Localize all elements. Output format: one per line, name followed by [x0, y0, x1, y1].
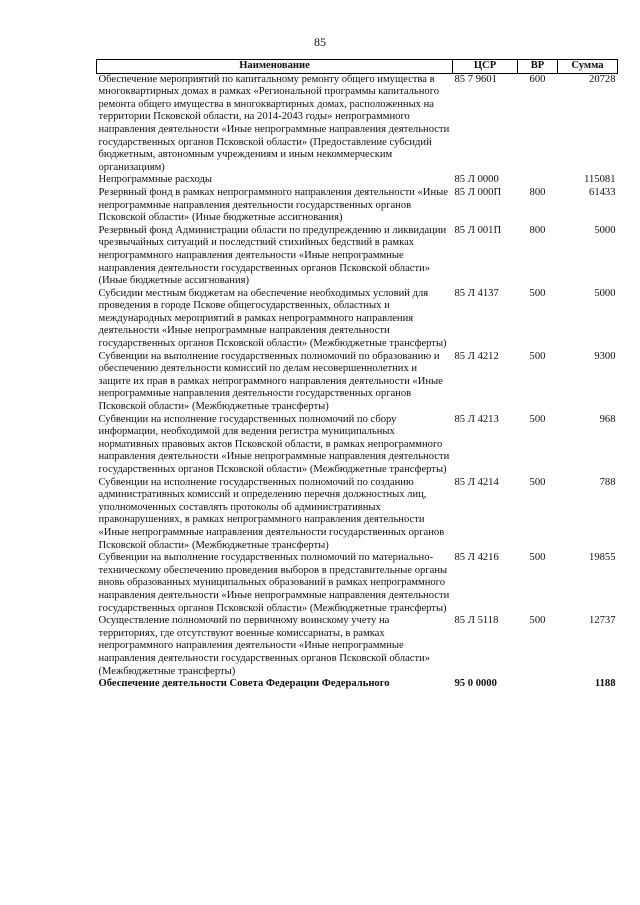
table-row — [97, 174, 618, 187]
row-sum: 61433 — [589, 186, 616, 198]
table-row — [97, 351, 618, 414]
row-name: Осуществление полномочий по первичному воинскому учету на территориях, где отсутствуют военные комиссариаты, в рамках непрограммного направления деятельности «Иные непрограммные направления деятельности государственных органов Псковской области» (Межбюджетные трансферты) — [98, 615, 431, 677]
row-vr: 800 — [529, 186, 546, 198]
row-csr: 85 Л 4214 — [454, 476, 499, 488]
header-csr: ЦСР — [453, 60, 518, 74]
table-row — [97, 288, 618, 351]
row-vr: 800 — [529, 224, 546, 236]
row-name: Субсидии местным бюджетам на обеспечение необходимых условий для проведения в городе Пскове общегосударственных, областных и международных мероприятий в рамках непрограммного направления деятельности «Иные непрограммные направления деятельности государственных органов Псковской области» (Межбюджетные трансферты) — [98, 287, 447, 350]
row-name: Субвенции на исполнение государственных полномочий по созданию административных комиссий и определению перечня должностных лиц, уполномоченных составлять протоколы об административных правонарушениях, в рамках непрограммного направления деятельности «Иные непрограммные направления деятельности государственных органов Псковской области» (Межбюджетные трансферты) — [98, 476, 445, 551]
row-csr: 85 Л 0000 — [454, 174, 499, 186]
row-name: Обеспечение деятельности Совета Федерации Федерального — [98, 678, 390, 690]
row-sum: 5000 — [594, 224, 616, 236]
row-csr: 85 Л 001П — [454, 224, 502, 236]
table-row — [97, 225, 618, 288]
row-sum: 788 — [599, 476, 616, 488]
table-row — [97, 678, 618, 691]
budget-table — [96, 59, 618, 691]
row-vr: 500 — [529, 552, 546, 564]
row-csr: 85 Л 5118 — [454, 615, 499, 627]
row-vr: 500 — [529, 413, 546, 425]
row-csr: 85 Л 4212 — [454, 350, 499, 362]
row-name: Резервный фонд в рамках непрограммного направления деятельности «Иные непрограммные направления деятельности государственных органов Псковской области» (Иные бюджетные ассигнования) — [98, 186, 448, 224]
row-name: Субвенции на выполнение государственных полномочий по материально-техническому обеспечению проведения выборов в представительные органы вновь образованных муниципальных образований в рамках непрограммного направления деятельности «Иные непрограммные направления деятельности государственных органов Псковской области» (Межбюджетные трансферты) — [98, 552, 450, 614]
row-sum: 968 — [599, 413, 616, 425]
row-vr: 500 — [529, 287, 546, 299]
header-sum: Сумма — [558, 60, 618, 74]
header-vr: ВР — [518, 60, 558, 74]
row-name: Обеспечение мероприятий по капитальному ремонту общего имущества в многоквартирных домах в рамках «Региональной программы капитального ремонта общего имущества в многоквартирных домах, расположенных на территории Псковской области, на 2014-2043 годы» непрограммного направления деятельности «Иные непрограммные направления деятельности государственных органов Псковской области» (Предоставление субсидий бюджетным, автономным учреждениям и иным некоммерческим организациям) — [98, 73, 450, 173]
row-name: Непрограммные расходы — [98, 174, 212, 186]
row-sum: 115081 — [584, 174, 616, 186]
page-number: 85 — [314, 35, 326, 49]
table-row — [97, 187, 618, 225]
row-csr: 85 Л 4216 — [454, 552, 499, 564]
row-vr: 500 — [529, 476, 546, 488]
row-csr: 85 Л 000П — [454, 186, 502, 198]
row-csr: 85 Л 4137 — [454, 287, 499, 299]
table-header-row — [97, 60, 618, 74]
row-csr: 85 7 9601 — [454, 73, 497, 85]
table-row — [97, 615, 618, 678]
row-vr — [518, 174, 558, 187]
row-csr: 85 Л 4213 — [454, 413, 499, 425]
row-vr: 500 — [529, 350, 546, 362]
row-sum: 12737 — [589, 615, 616, 627]
row-sum: 20728 — [589, 73, 616, 85]
table-row — [97, 477, 618, 553]
row-sum: 9300 — [594, 350, 616, 362]
row-name: Резервный фонд Администрации области по предупреждению и ликвидации чрезвычайных ситуаций и последствий стихийных бедствий в рамках непрограммного направления деятельности «Иные непрограммные направления деятельности государственных органов Псковской области» (Иные бюджетные ассигнования) — [98, 224, 447, 287]
row-sum: 19855 — [589, 552, 616, 564]
row-sum: 1188 — [594, 678, 616, 690]
row-vr: 600 — [529, 73, 546, 85]
row-vr — [518, 678, 558, 691]
row-sum: 5000 — [594, 287, 616, 299]
row-vr: 500 — [529, 615, 546, 627]
header-name: Наименование — [97, 60, 453, 74]
table-row — [97, 552, 618, 615]
table-row — [97, 414, 618, 477]
row-name: Субвенции на исполнение государственных полномочий по сбору информации, необходимой для ведения регистра муниципальных нормативных правовых актов Псковской области, в рамках непрограммного направления деятельности «Иные непрограммные направления деятельности государственных органов Псковской области» (Межбюджетные трансферты) — [98, 413, 450, 475]
row-csr: 95 0 0000 — [454, 678, 497, 690]
table-row — [97, 73, 618, 174]
row-name: Субвенции на выполнение государственных полномочий по образованию и обеспечению деятельности комиссий по делам несовершеннолетних и защите их прав в рамках непрограммного направления деятельности «Иные непрограммные направления деятельности государственных органов Псковской области» (Межбюджетные трансферты) — [98, 350, 443, 413]
